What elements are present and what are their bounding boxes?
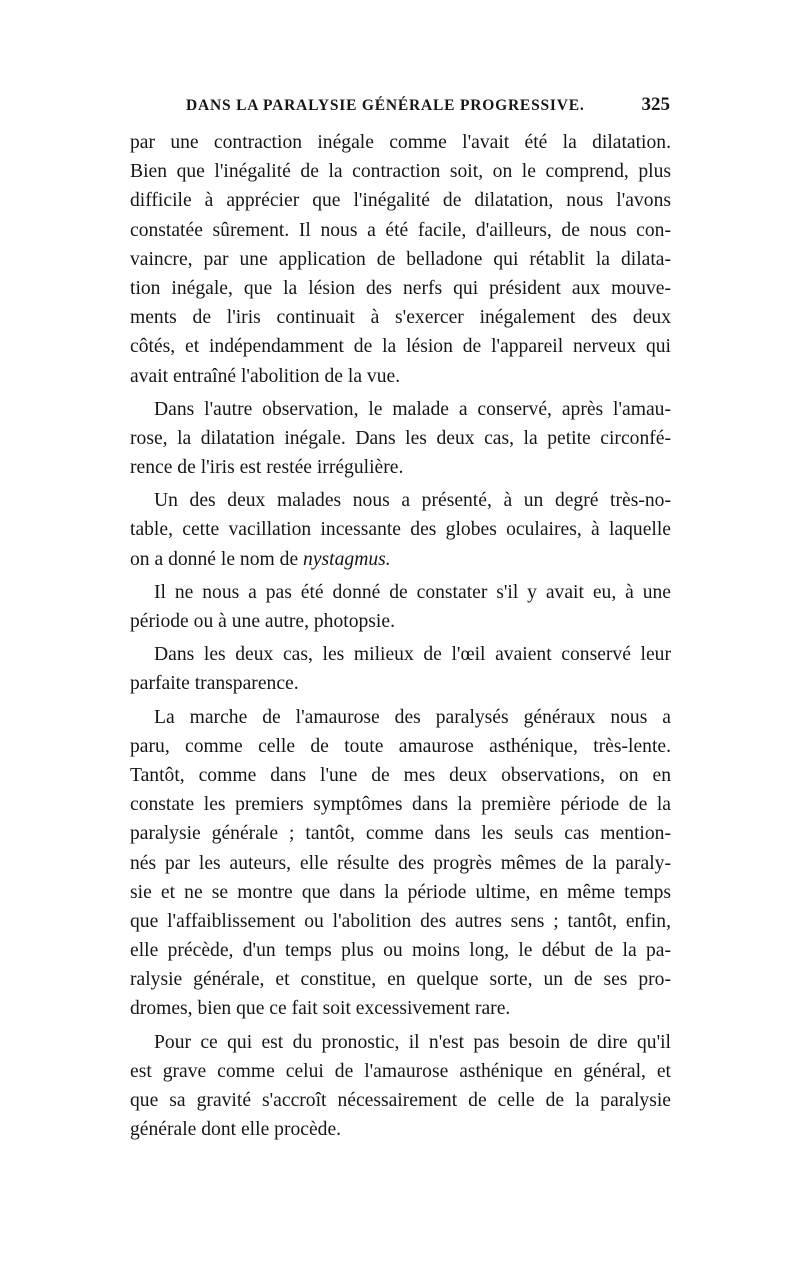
text-line: que sa gravité s'accroît nécessairement de celle de la paralysie: [130, 1090, 671, 1111]
text-line: difficile à apprécier que l'inégalité de dilatation, nous l'avons: [130, 190, 671, 212]
text-line: ments de l'iris continuait à s'exercer inégalement des deux: [130, 307, 671, 329]
text-line: Bien que l'inégalité de la contraction soit, on le comprend, plus: [130, 161, 671, 183]
text-line: table, cette vacillation incessante des globes oculaires, à laquelle: [130, 519, 671, 541]
text-line: Dans les deux cas, les milieux de l'œil avaient conservé leur: [154, 644, 671, 666]
text-line: constatée sûrement. Il nous a été facile, d'ailleurs, de nous con-: [130, 219, 671, 241]
text-line: Tantôt, comme dans l'une de mes deux observations, on en: [130, 764, 671, 786]
text-line-start: on a donné le nom de: [130, 548, 304, 570]
text-line: La marche de l'amaurose des paralysés généraux nous a: [154, 706, 671, 728]
text-line: rence de l'iris est restée irrégulière.: [130, 457, 404, 479]
text-line: nés par les auteurs, elle résulte des progrès mêmes de la paraly-: [130, 852, 671, 874]
paragraph: [130, 1028, 671, 1145]
text-line: Un des deux malades nous a présenté, à un degré très-no-: [154, 490, 671, 512]
text-line: Il ne nous a pas été donné de constater s'il y avait eu, à une: [154, 581, 671, 603]
text-line: sie et ne se montre que dans la période ultime, en même temps: [130, 881, 671, 903]
running-head-title: DANS LA PARALYSIE GÉNÉRALE PROGRESSIVE.: [186, 97, 585, 114]
paragraph: [130, 703, 671, 1024]
text-line: est grave comme celui de l'amaurose asthénique en général, et: [130, 1060, 671, 1082]
text-line: paru, comme celle de toute amaurose asthénique, très-lente.: [130, 735, 671, 757]
body-text: [130, 128, 671, 1144]
text-line: Pour ce qui est du pronostic, il n'est pas besoin de dire qu'il: [154, 1031, 671, 1053]
text-line: tion inégale, que la lésion des nerfs qui président aux mouve-: [130, 277, 671, 299]
text-line: côtés, et indépendamment de la lésion de l'appareil nerveux qui: [130, 336, 671, 358]
page-number: 325: [641, 94, 670, 115]
text-line: ralysie générale, et constitue, en quelque sorte, un de ses pro-: [130, 969, 671, 991]
paragraph: [130, 486, 671, 574]
text-line: par une contraction inégale comme l'avait été la dilatation.: [130, 132, 671, 153]
text-line: période ou à une autre, photopsie.: [130, 611, 395, 632]
text-line: constate les premiers symptômes dans la première période de la: [130, 794, 671, 816]
text-line: dromes, bien que ce fait soit excessivement rare.: [130, 998, 511, 1020]
running-head: [186, 94, 670, 118]
text-line: générale dont elle procède.: [130, 1119, 342, 1141]
paragraph: [130, 640, 671, 698]
text-line: avait entraîné l'abolition de la vue.: [130, 365, 401, 387]
italic-term: nystagmus.: [303, 548, 391, 570]
paragraph: [130, 578, 671, 636]
text-line: elle précède, d'un temps plus ou moins long, le début de la pa-: [130, 940, 671, 962]
text-line: paralysie générale ; tantôt, comme dans les seuls cas mention-: [130, 823, 671, 845]
text-line: [130, 545, 671, 574]
text-line: parfaite transparence.: [130, 673, 299, 695]
text-line: rose, la dilatation inégale. Dans les deux cas, la petite circonfé-: [130, 427, 671, 449]
text-line: Dans l'autre observation, le malade a conservé, après l'amau-: [154, 398, 671, 420]
paragraph: [130, 395, 671, 483]
paragraph: [130, 128, 671, 391]
text-line: vaincre, par une application de belladone qui rétablit la dilata-: [130, 248, 671, 270]
text-line: que l'affaiblissement ou l'abolition des autres sens ; tantôt, enfin,: [130, 910, 671, 932]
